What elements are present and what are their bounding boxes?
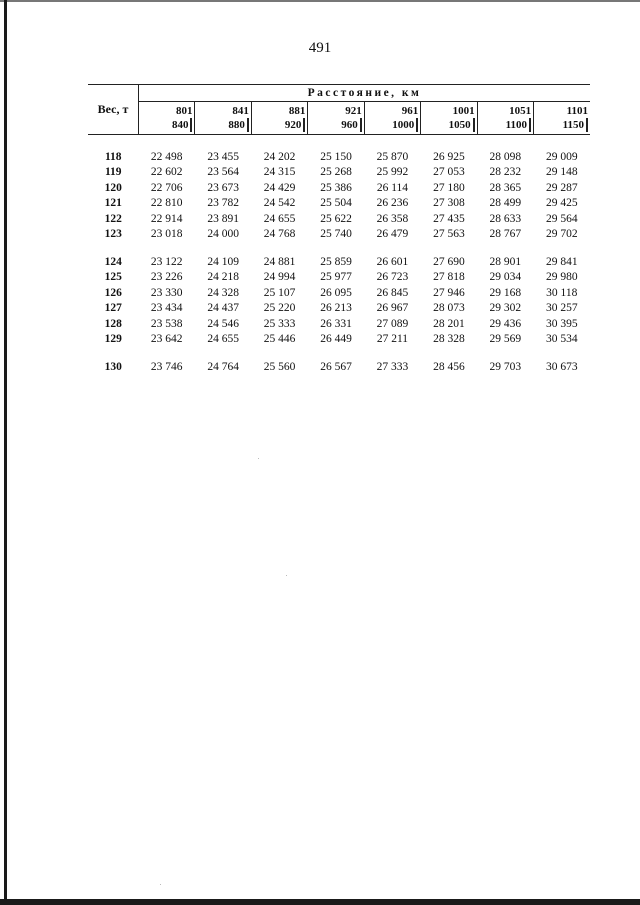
tariff-value-cell: 29 009 [545, 150, 578, 163]
group-spacer [88, 242, 590, 254]
tariff-value-cell: 27 946 [433, 286, 465, 299]
tariff-value-cell: 28 633 [489, 212, 522, 225]
tariff-value-cell: 25 107 [263, 286, 296, 299]
tariff-table [88, 84, 590, 375]
range-to-wrap [421, 118, 476, 132]
tariff-value-cell: 24 655 [263, 212, 296, 225]
tariff-value-cell: 26 095 [320, 286, 352, 299]
tariff-value-cell: 24 429 [263, 181, 296, 194]
range-to-wrap [195, 118, 250, 132]
scan-edge-top [0, 0, 640, 2]
tariff-value-cell: 30 257 [545, 302, 578, 315]
weight-cell: 129 [104, 333, 122, 346]
tariff-value-cell: 26 925 [433, 150, 465, 163]
tariff-value-cell: 27 435 [433, 212, 465, 225]
tariff-value-cell: 26 331 [320, 317, 352, 330]
tariff-value-cell: 24 202 [263, 150, 296, 163]
tariff-table-container [88, 84, 590, 375]
tariff-value-cell: 30 395 [545, 317, 578, 330]
tariff-value-cell: 30 534 [545, 333, 578, 346]
weight-cell: 124 [104, 255, 122, 268]
tariff-value-cell: 29 302 [489, 302, 522, 315]
table-row [88, 149, 590, 165]
tariff-value-cell: 29 841 [545, 255, 578, 268]
table-row [88, 359, 590, 375]
tariff-value-cell: 27 211 [376, 333, 409, 346]
tariff-value-cell: 28 499 [489, 197, 522, 210]
weight-cell: 125 [104, 271, 122, 284]
tariff-value-cell: 28 232 [489, 166, 522, 179]
distance-range-header [139, 102, 195, 135]
tariff-value-cell: 27 690 [433, 255, 465, 268]
tariff-value-cell: 22 602 [150, 166, 183, 179]
range-to: 1100 [506, 118, 531, 132]
weight-cell: 118 [104, 150, 122, 163]
weight-cell: 126 [104, 286, 122, 299]
weight-cell: 120 [104, 181, 122, 194]
tariff-value-cell: 25 220 [263, 302, 296, 315]
scan-speck [258, 458, 259, 459]
distance-range-header [195, 102, 251, 135]
tariff-value-cell: 30 118 [546, 286, 578, 299]
distance-range-header [308, 102, 364, 135]
table-body [88, 135, 590, 375]
range-to-wrap [308, 118, 363, 132]
distance-range-header [364, 102, 420, 135]
tariff-value-cell: 24 655 [207, 333, 239, 346]
tariff-value-cell: 28 365 [489, 181, 522, 194]
weight-column-header: Вес, т [88, 85, 139, 135]
tariff-value-cell: 25 992 [376, 166, 409, 179]
tariff-value-cell: 24 546 [207, 317, 239, 330]
tariff-value-cell: 29 168 [489, 286, 522, 299]
table-row [88, 211, 590, 227]
tariff-value-cell: 26 601 [376, 255, 409, 268]
tariff-value-cell: 28 073 [433, 302, 465, 315]
tariff-value-cell: 23 891 [207, 212, 239, 225]
range-from: 961 [401, 105, 419, 117]
tariff-value-cell: 23 434 [150, 302, 183, 315]
tariff-value-cell: 22 706 [150, 181, 183, 194]
tariff-value-cell: 22 498 [150, 150, 183, 163]
tariff-value-cell: 25 446 [263, 333, 296, 346]
distance-range-header [534, 102, 590, 135]
tariff-value-cell: 22 914 [150, 212, 183, 225]
tariff-value-cell: 27 563 [433, 228, 465, 241]
tariff-value-cell: 29 564 [545, 212, 578, 225]
tariff-value-cell: 24 764 [207, 360, 239, 373]
table-row [88, 270, 590, 286]
table-row [88, 285, 590, 301]
tariff-value-cell: 23 642 [150, 333, 183, 346]
tariff-value-cell: 23 782 [207, 197, 239, 210]
weight-cell: 121 [104, 197, 122, 210]
range-to: 840 [172, 118, 193, 132]
range-from: 801 [175, 105, 193, 117]
tariff-value-cell: 29 148 [545, 166, 578, 179]
tariff-value-cell: 28 901 [489, 255, 522, 268]
weight-cell: 127 [104, 302, 122, 315]
tariff-value-cell: 24 768 [263, 228, 296, 241]
tariff-value-cell: 27 818 [433, 271, 465, 284]
tariff-value-cell: 29 034 [489, 271, 522, 284]
range-from: 921 [345, 105, 362, 117]
tariff-value-cell: 27 308 [433, 197, 465, 210]
tariff-value-cell: 26 845 [376, 286, 409, 299]
tariff-value-cell: 28 098 [489, 150, 522, 163]
table-row [88, 227, 590, 243]
range-to: 960 [341, 118, 362, 132]
tariff-value-cell: 24 542 [263, 197, 296, 210]
weight-cell: 123 [104, 228, 122, 241]
tariff-value-cell: 25 859 [320, 255, 352, 268]
tariff-value-cell: 24 315 [263, 166, 296, 179]
tariff-value-cell: 26 967 [376, 302, 409, 315]
tariff-value-cell: 29 980 [545, 271, 578, 284]
range-from: 1101 [566, 105, 588, 117]
tariff-value-cell: 24 109 [207, 255, 239, 268]
scan-edge-left [4, 0, 7, 905]
tariff-value-cell: 24 000 [207, 228, 239, 241]
tariff-value-cell: 25 504 [320, 197, 352, 210]
range-from: 1051 [509, 105, 532, 117]
range-to-wrap [534, 118, 590, 132]
tariff-value-cell: 29 436 [489, 317, 522, 330]
range-from: 1001 [452, 105, 475, 117]
tariff-value-cell: 25 560 [263, 360, 296, 373]
table-row [88, 196, 590, 212]
range-to-wrap [478, 118, 533, 132]
tariff-value-cell: 26 479 [376, 228, 409, 241]
tariff-value-cell: 24 328 [207, 286, 239, 299]
tariff-value-cell: 25 333 [263, 317, 296, 330]
tariff-value-cell: 26 213 [320, 302, 352, 315]
range-to: 920 [285, 118, 306, 132]
tariff-value-cell: 29 425 [545, 197, 578, 210]
tariff-value-cell: 24 437 [207, 302, 239, 315]
range-to-wrap [252, 118, 307, 132]
table-row [88, 254, 590, 270]
tariff-value-cell: 25 268 [320, 166, 352, 179]
weight-cell: 130 [104, 360, 122, 373]
tariff-value-cell: 23 564 [207, 166, 239, 179]
table-row [88, 165, 590, 181]
tariff-value-cell: 25 870 [376, 150, 409, 163]
tariff-value-cell: 25 386 [320, 181, 352, 194]
header-row-top [88, 85, 590, 102]
table-row [88, 316, 590, 332]
tariff-value-cell: 23 673 [207, 181, 239, 194]
tariff-value-cell: 23 455 [207, 150, 239, 163]
tariff-value-cell: 22 810 [150, 197, 183, 210]
page-number: 491 [308, 40, 332, 56]
tariff-value-cell: 24 994 [263, 271, 296, 284]
tariff-value-cell: 26 114 [376, 181, 409, 194]
distance-column-header: Расстояние, км [139, 85, 591, 102]
tariff-value-cell: 26 236 [376, 197, 409, 210]
table-row [88, 301, 590, 317]
tariff-value-cell: 27 053 [433, 166, 465, 179]
tariff-value-cell: 28 456 [433, 360, 465, 373]
distance-range-header [477, 102, 533, 135]
header-row-ranges [88, 102, 590, 135]
tariff-value-cell: 27 089 [376, 317, 409, 330]
scan-speck [286, 575, 287, 576]
tariff-value-cell: 24 218 [207, 271, 239, 284]
tariff-value-cell: 23 122 [150, 255, 183, 268]
range-to: 1050 [449, 118, 475, 132]
range-to-wrap [139, 118, 194, 132]
tariff-value-cell: 29 702 [545, 228, 578, 241]
tariff-value-cell: 23 018 [150, 228, 183, 241]
tariff-value-cell: 27 333 [376, 360, 409, 373]
weight-cell: 122 [104, 212, 122, 225]
tariff-value-cell: 27 180 [433, 181, 465, 194]
spacer-cell [88, 135, 590, 150]
table-row [88, 180, 590, 196]
range-to: 880 [228, 118, 249, 132]
group-spacer [88, 135, 590, 150]
tariff-value-cell: 25 977 [320, 271, 352, 284]
tariff-value-cell: 23 538 [150, 317, 183, 330]
spacer-cell [88, 347, 590, 359]
tariff-value-cell: 26 723 [376, 271, 409, 284]
range-to: 1150 [563, 118, 588, 132]
tariff-value-cell: 28 328 [433, 333, 465, 346]
range-from: 841 [232, 105, 249, 117]
table-row [88, 332, 590, 348]
weight-cell: 128 [104, 317, 122, 330]
tariff-value-cell: 23 226 [150, 271, 183, 284]
tariff-value-cell: 24 881 [263, 255, 296, 268]
distance-range-header [251, 102, 307, 135]
weight-cell: 119 [104, 166, 122, 179]
tariff-value-cell: 29 569 [489, 333, 522, 346]
range-to-wrap [365, 118, 420, 132]
distance-range-header [421, 102, 477, 135]
tariff-value-cell: 29 703 [489, 360, 522, 373]
tariff-value-cell: 30 673 [545, 360, 578, 373]
tariff-value-cell: 25 622 [320, 212, 352, 225]
tariff-value-cell: 28 201 [433, 317, 465, 330]
tariff-value-cell: 26 449 [320, 333, 352, 346]
group-spacer [88, 347, 590, 359]
spacer-cell [88, 242, 590, 254]
tariff-value-cell: 26 358 [376, 212, 409, 225]
tariff-value-cell: 23 330 [150, 286, 183, 299]
tariff-value-cell: 23 746 [150, 360, 183, 373]
tariff-value-cell: 25 150 [320, 150, 352, 163]
tariff-value-cell: 26 567 [320, 360, 352, 373]
range-from: 881 [288, 105, 306, 117]
scan-speck [160, 884, 161, 885]
tariff-value-cell: 29 287 [545, 181, 578, 194]
tariff-value-cell: 28 767 [489, 228, 522, 241]
tariff-value-cell: 25 740 [320, 228, 352, 241]
range-to: 1000 [392, 118, 418, 132]
scan-edge-bottom [0, 899, 640, 905]
